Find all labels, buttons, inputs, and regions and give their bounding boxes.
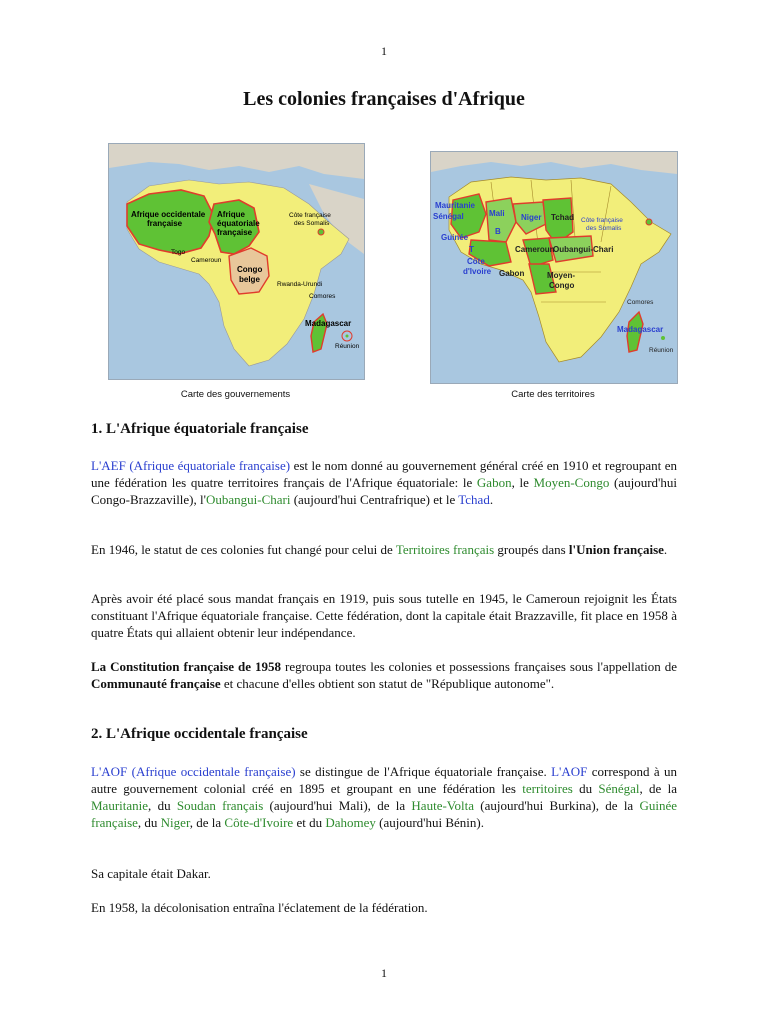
map1-label-cameroun: Cameroun: [191, 257, 222, 264]
page-number-top: 1: [381, 44, 387, 58]
map1-caption: Carte des gouvernements: [180, 389, 291, 400]
link-gabon[interactable]: Gabon: [476, 475, 512, 490]
link-aef[interactable]: L'AEF (Afrique équatoriale française): [91, 458, 291, 473]
map1-label-comores: Comores: [309, 293, 336, 300]
map-territoires: [430, 151, 678, 384]
map2-label-moyen-congo-1: Moyen-: [547, 271, 575, 280]
text: correspond à un autre gouvernement colonial créé en 1895 et groupant en une fédération les: [91, 764, 677, 796]
map-gouvernements-svg: [109, 144, 364, 379]
union-francaise: l'Union française: [568, 542, 664, 557]
map1-label-congo-1: Congo: [237, 265, 263, 274]
text: En 1946, le statut de ces colonies fut changé pour celui de: [91, 542, 396, 557]
text: se distingue de l'Afrique équatoriale française.: [295, 764, 552, 779]
section2-paragraph-3: En 1958, la décolonisation entraîna l'éclatement de la fédération.: [91, 900, 428, 915]
text: .: [489, 492, 494, 507]
link-mauritanie[interactable]: Mauritanie: [91, 798, 149, 813]
map2-label-gabon: Gabon: [499, 269, 525, 278]
link-territoires-francais[interactable]: Territoires français: [395, 542, 495, 557]
map2-label-somalis-1: Côte française: [581, 217, 623, 224]
page-title: Les colonies françaises d'Afrique: [243, 88, 525, 110]
map2-label-senegal: Sénégal: [433, 212, 464, 221]
map2-label-tchad: Tchad: [551, 213, 574, 222]
text: du: [572, 781, 599, 796]
link-soudan[interactable]: Soudan français: [176, 798, 264, 813]
text: .: [663, 542, 668, 557]
link-oubangui-chari[interactable]: Oubangui-Chari: [205, 492, 291, 507]
section1-paragraph-2: [91, 541, 677, 558]
link-territoires[interactable]: territoires: [522, 781, 573, 796]
map1-label-aef-1: Afrique: [217, 210, 245, 219]
map2-label-t: T: [469, 245, 474, 254]
map-gouvernements: [108, 143, 365, 380]
map2-label-mali: Mali: [489, 209, 505, 218]
text: , du: [148, 798, 177, 813]
text: (aujourd'hui Burkina), de la: [474, 798, 640, 813]
link-niger[interactable]: Niger: [160, 815, 190, 830]
map2-label-cameroun: Cameroun: [515, 245, 555, 254]
map2-label-cote-1: Côte: [467, 257, 485, 266]
map1-label-reunion: Réunion: [335, 343, 360, 350]
link-aof-2[interactable]: L'AOF: [551, 764, 588, 779]
text: , de la: [189, 815, 225, 830]
text: groupés dans: [494, 542, 569, 557]
map1-label-congo-2: belge: [239, 275, 260, 284]
map2-label-guinee: Guinée: [441, 233, 469, 242]
link-tchad[interactable]: Tchad: [458, 492, 490, 507]
map2-label-mauritanie: Mauritanie: [435, 201, 476, 210]
text: regroupa toutes les colonies et possessions françaises sous l'appellation de: [281, 659, 677, 674]
text: (aujourd'hui Mali), de la: [263, 798, 412, 813]
link-aof[interactable]: L'AOF (Afrique occidentale française): [91, 764, 296, 779]
map1-label-aef-2: équatoriale: [217, 219, 260, 228]
map2-label-niger: Niger: [521, 213, 542, 222]
section2-heading: 2. L'Afrique occidentale française: [91, 726, 308, 742]
section2-paragraph-2: Sa capitale était Dakar.: [91, 866, 211, 881]
map1-label-madagascar: Madagascar: [305, 319, 352, 328]
text: (aujourd'hui Centrafrique) et le: [290, 492, 459, 507]
map1-label-rwanda: Rwanda-Urundi: [277, 281, 323, 288]
text: , du: [137, 815, 161, 830]
text: , de la: [639, 781, 677, 796]
link-guinee[interactable]: Guinée française: [91, 798, 678, 830]
map2-label-reunion: Réunion: [649, 347, 674, 354]
map1-label-aof-2: française: [147, 219, 183, 228]
constitution-1958: La Constitution française de 1958: [91, 659, 281, 674]
text: (aujourd'hui Congo-Brazzaville), l': [91, 475, 677, 507]
section1-paragraph-1: [91, 457, 677, 508]
link-cote-ivoire[interactable]: Côte-d'Ivoire: [224, 815, 294, 830]
text: (aujourd'hui Bénin).: [375, 815, 485, 830]
communaute-francaise: Communauté française: [91, 676, 221, 691]
link-dahomey[interactable]: Dahomey: [325, 815, 376, 830]
map1-label-aof-1: Afrique occidentale: [131, 210, 206, 219]
map1-label-togo: Togo: [171, 249, 186, 256]
page-number-bottom: 1: [381, 966, 387, 980]
link-senegal[interactable]: Sénégal: [598, 781, 640, 796]
map-territoires-svg: [431, 152, 677, 383]
map2-label-oubangui: Oubangui-Chari: [553, 245, 614, 254]
map2-label-somalis-2: des Somalis: [586, 225, 622, 232]
section1-paragraph-4: [91, 658, 677, 692]
map2-label-b: B: [495, 227, 501, 236]
section1-heading: 1. L'Afrique équatoriale française: [91, 421, 309, 437]
link-haute-volta[interactable]: Haute-Volta: [411, 798, 474, 813]
map2-label-moyen-congo-2: Congo: [549, 281, 575, 290]
text: et du: [293, 815, 326, 830]
map1-label-somalis-1: Côte française: [289, 212, 331, 219]
text: , le: [511, 475, 534, 490]
map2-label-cote-2: d'Ivoire: [463, 267, 492, 276]
map1-label-aef-3: française: [217, 228, 253, 237]
map2-label-madagascar: Madagascar: [617, 325, 664, 334]
text: et chacune d'elles obtient son statut de "République autonome".: [220, 676, 555, 691]
section2-paragraph-1: [91, 763, 677, 831]
map1-label-somalis-2: des Somalis: [294, 220, 330, 227]
text: est le nom donné au gouvernement général créé en 1910 et regroupant en une fédération les quatre territoires français de l'Afrique équatoriale: le: [91, 458, 677, 490]
map2-label-comores: Comores: [627, 299, 654, 306]
link-moyen-congo[interactable]: Moyen-Congo: [533, 475, 610, 490]
section1-paragraph-3: Après avoir été placé sous mandat français en 1919, puis sous tutelle en 1945, le Cameroun rejoignit les États constituant l'Afrique équatoriale française. Cette fédération, dont la capitale était Brazzaville, fit place en 1958 à quatre États qui allaient obtenir leur indépendance.: [91, 591, 677, 640]
map2-caption: Carte des territoires: [511, 389, 595, 400]
